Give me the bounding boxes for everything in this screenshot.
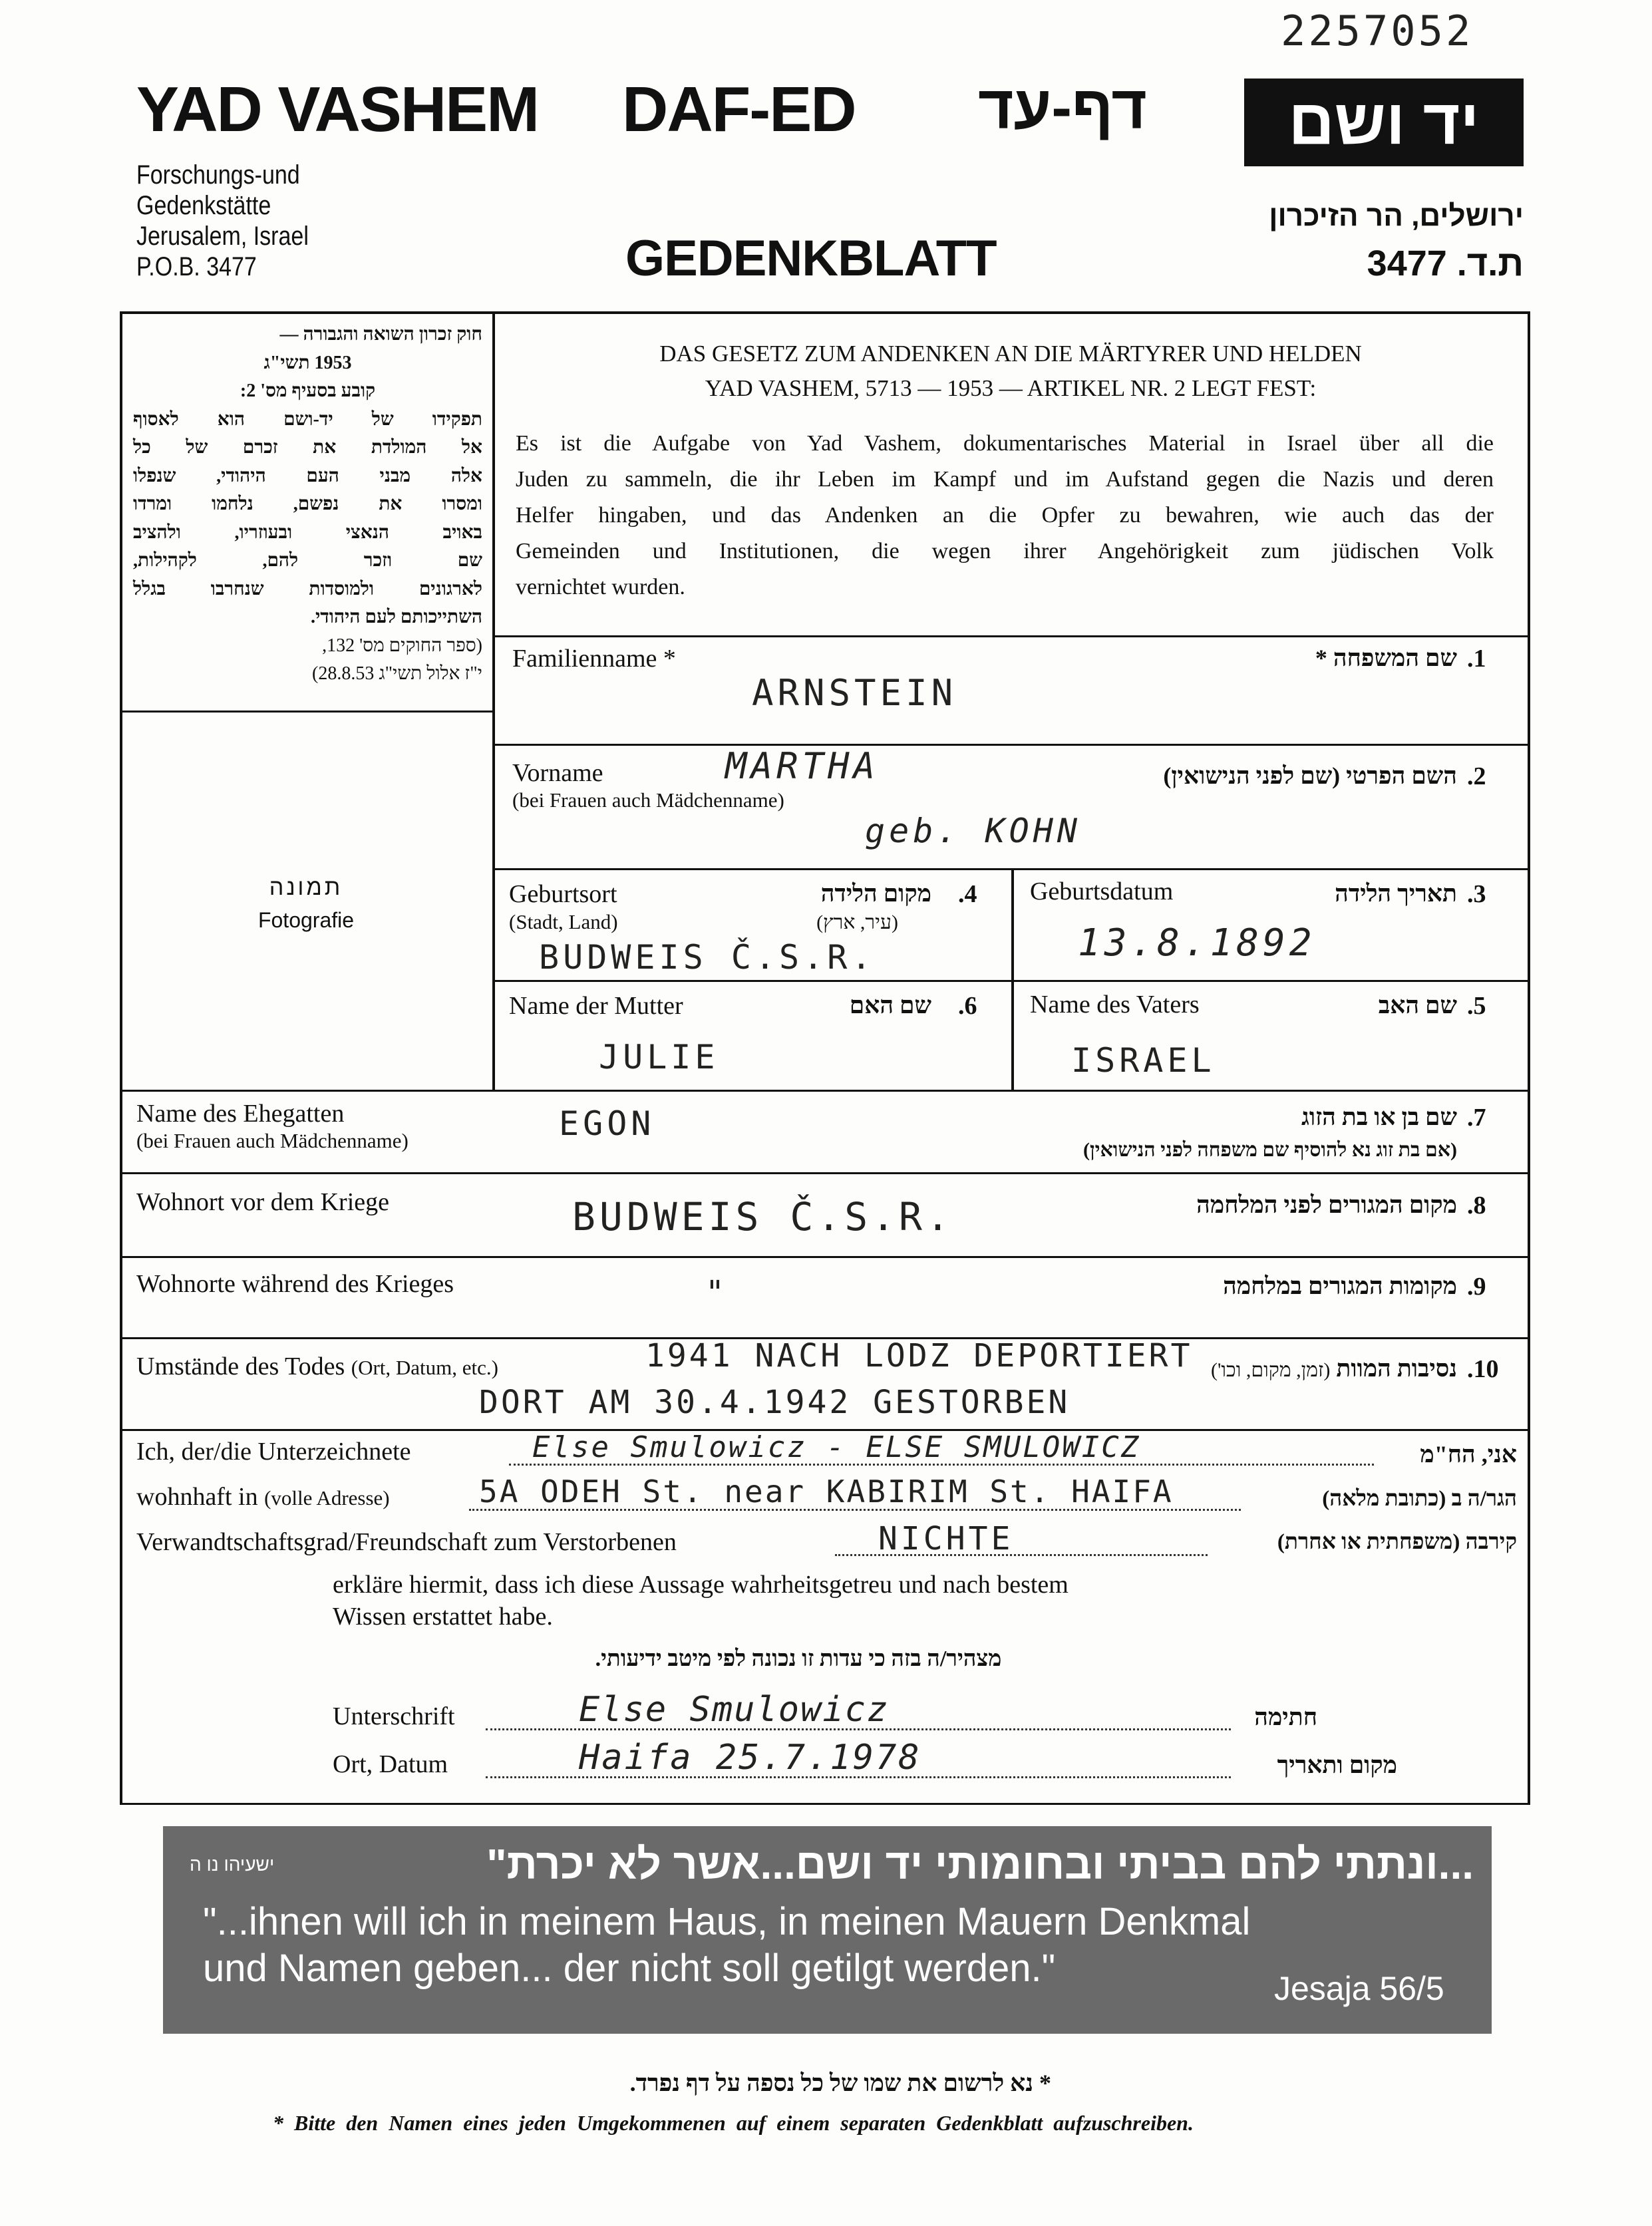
address-line: Jerusalem, Israel <box>136 222 309 251</box>
law-line: אל המולדת את זכרם של כל <box>133 437 482 458</box>
surname-label: Familienname * <box>512 645 676 673</box>
field-number: .2 <box>1467 762 1486 790</box>
law-line: באויב הנאצי ובעוזריו, ולהציב <box>133 522 482 543</box>
law-line: השתייכותם לעם היהודי. <box>310 607 482 627</box>
law-column-divider <box>492 311 495 1090</box>
birthplace-sublabel: (Stadt, Land) <box>509 910 618 933</box>
hebrew-address: ירושלים, הר הזיכרון <box>1269 200 1524 232</box>
death-circumstances-value-continued: DORT AM 30.4.1942 GESTORBEN <box>479 1384 1071 1421</box>
spouse-name-label: Name des Ehegatten <box>136 1100 345 1128</box>
mother-name-label-hebrew: שם האם <box>849 992 931 1019</box>
field-number: .8 <box>1467 1192 1486 1219</box>
declarant-address-value: 5A ODEH St. near KABIRIM St. HAIFA <box>479 1474 1174 1510</box>
field-number: .1 <box>1467 645 1486 673</box>
birthplace-value: BUDWEIS Č.S.R. <box>539 938 876 977</box>
father-name-label-hebrew: שם האב <box>1378 992 1457 1019</box>
death-circumstances-label-text: Umstände des Todes <box>136 1352 345 1380</box>
declarant-name-label-hebrew: אני, הח"מ <box>1420 1441 1517 1468</box>
field-number: .9 <box>1467 1273 1486 1301</box>
declarant-address-label <box>136 1482 390 1511</box>
place-date-label-hebrew: מקום ותאריך <box>1277 1752 1397 1778</box>
spouse-name-label-hebrew: שם בן או בת הזוג <box>1301 1104 1457 1130</box>
prewar-residence-value: BUDWEIS Č.S.R. <box>572 1194 953 1239</box>
banner-hebrew-quote: ...ונתתי להם בביתי ובחומותי יד ושם...אשר לא יכרת" <box>486 1840 1474 1888</box>
signature-value: Else Smulowicz <box>579 1690 890 1730</box>
declarant-name-label: Ich, der/die Unterzeichnete <box>136 1438 411 1466</box>
death-circumstances-label <box>136 1352 498 1381</box>
first-name-value: MARTHA <box>725 745 880 787</box>
yad-vashem-hebrew-logo: יד ושם <box>1244 79 1524 166</box>
law-box-bottom <box>120 711 494 713</box>
death-circumstances-label-hebrew <box>1184 1354 1457 1382</box>
declaration-line-1: erkläre hiermit, dass ich diese Aussage wahrheitsgetreu und nach bestem <box>333 1571 1069 1599</box>
address-line: P.O.B. 3477 <box>136 252 257 281</box>
hebrew-daf-ed: דף-עד <box>978 74 1147 142</box>
address-line: Gedenkstätte <box>136 191 271 220</box>
banner-german-quote-1: "...ihnen will ich in meinem Haus, in meinen Mauern Denkmal <box>203 1900 1251 1943</box>
spouse-name-value: EGON <box>559 1104 655 1143</box>
quote-banner <box>163 1826 1492 2034</box>
footer-german-note: * Bitte den Namen eines jeden Umgekommenen auf einem separaten Gedenkblatt aufzuschreiben. <box>273 2111 1194 2135</box>
banner-hebrew-reference: ישעיהו נו ה <box>190 1854 275 1875</box>
photo-label-german: Fotografie <box>257 908 355 932</box>
law-paragraph-line: vernichtet wurden. <box>516 575 685 599</box>
mother-name-label: Name der Mutter <box>509 992 683 1020</box>
prewar-residence-label-hebrew: מקום המגורים לפני המלחמה <box>1196 1192 1457 1218</box>
document-number: 2257052 <box>1281 7 1474 55</box>
mother-name-value: JULIE <box>599 1038 719 1076</box>
declaration-hebrew: מצהיר/ה בזה כי עדות זו נכונה לפי מיטב ידיעותי. <box>595 1647 1002 1671</box>
field-number: .10 <box>1467 1355 1499 1383</box>
field-number: .3 <box>1467 880 1486 908</box>
first-name-label-hebrew: השם הפרטי (שם לפני הנישואין) <box>1163 762 1457 789</box>
declaration-line-2: Wissen erstattet habe. <box>333 1603 553 1631</box>
spouse-name-sublabel: (bei Frauen auch Mädchenname) <box>136 1129 409 1152</box>
law-line: ומסרו את נפשם, נלחמו ומרדו <box>133 494 482 514</box>
field-divider <box>120 1172 1530 1174</box>
birthplace-label-hebrew: מקום הלידה <box>820 880 931 907</box>
law-paragraph-line: Es ist die Aufgabe von Yad Vashem, dokumentarisches Material in Israel über all die <box>516 431 1494 456</box>
spouse-name-sublabel-hebrew: (אם בת זוג נא להוסיף שם משפחה לפני הנישואין) <box>1083 1139 1457 1161</box>
father-name-value: ISRAEL <box>1071 1041 1216 1080</box>
footer-hebrew-note: * נא לרשום את שמו של כל נספה על דף נפרד. <box>629 2070 1051 2096</box>
form-bottom-border <box>120 1803 1530 1805</box>
declarant-address-label-hebrew: הגר/ה ב (כתובת מלאה) <box>1322 1487 1517 1511</box>
law-line: אלה מבני העם היהודי, שנפלו <box>133 465 482 486</box>
maiden-name-value: geb. KOHN <box>865 812 1081 850</box>
field-number: .7 <box>1467 1104 1486 1132</box>
death-circumstances-sublabel-hebrew: (זמן, מקום, וכו') <box>1210 1359 1331 1381</box>
prewar-residence-label: Wohnort vor dem Kriege <box>136 1188 389 1216</box>
form-right-border <box>1528 311 1530 1805</box>
surname-label-hebrew: שם המשפחה * <box>1315 645 1457 671</box>
birthplace-sublabel-hebrew: (עיר, ארץ) <box>816 911 898 933</box>
wartime-residence-label-hebrew: מקומות המגורים במלחמה <box>1223 1273 1457 1299</box>
relationship-value: NICHTE <box>878 1520 1014 1557</box>
gedenkblatt-title: GEDENKBLATT <box>625 230 997 287</box>
declarant-address-label-text: wohnhaft in <box>136 1483 258 1511</box>
declarant-address-sublabel: (volle Adresse) <box>264 1486 390 1510</box>
law-line: י"ז אלול תשי"ג 28.8.53) <box>312 663 482 684</box>
field-divider <box>120 1090 1530 1092</box>
law-line: קובע בסעיף מס' 2: <box>240 381 376 401</box>
death-circumstances-sublabel: (Ort, Datum, etc.) <box>351 1356 498 1379</box>
law-text-divider <box>492 635 1529 637</box>
place-date-value: Haifa 25.7.1978 <box>579 1738 921 1778</box>
signature-label-hebrew: חתימה <box>1254 1704 1317 1730</box>
law-paragraph-line: Helfer hingaben, und das Andenken an die Opfer zu bewahren, wie auch das der <box>516 503 1494 528</box>
declarant-name-value: Else Smulowicz - ELSE SMULOWICZ <box>532 1430 1141 1464</box>
birthdate-label-hebrew: תאריך הלידה <box>1335 880 1457 907</box>
banner-reference: Jesaja 56/5 <box>1274 1970 1444 2007</box>
photo-label-hebrew: תמונה <box>269 875 343 900</box>
law-line: 1953 תשי"ג <box>263 352 352 373</box>
law-line: לארגונים ולמוסדות שנחרבו בגלל <box>133 578 482 599</box>
death-circumstances-label-hebrew-text: נסיבות המוות <box>1336 1355 1457 1382</box>
german-law-text <box>516 426 1494 605</box>
birthdate-value: 13.8.1892 <box>1078 921 1316 965</box>
place-date-label: Ort, Datum <box>333 1750 448 1778</box>
german-law-heading-2: YAD VASHEM, 5713 — 1953 — ARTIKEL NR. 2 LEGT FEST: <box>705 375 1317 401</box>
field-divider <box>492 980 1529 982</box>
law-paragraph-line: Gemeinden und Institutionen, die wegen ihrer Angehörigkeit zum jüdischen Volk <box>516 539 1494 563</box>
birthplace-label: Geburtsort <box>509 880 617 908</box>
field-divider <box>492 868 1529 870</box>
field-number: .6 <box>958 992 977 1020</box>
address-line: Forschungs-und <box>136 160 300 190</box>
field-number: .5 <box>1467 992 1486 1020</box>
signature-label: Unterschrift <box>333 1702 455 1730</box>
institution-address <box>136 160 309 282</box>
law-line: תפקידו של יד-ושם הוא לאסוף <box>133 408 482 430</box>
field-divider <box>492 744 1529 746</box>
law-paragraph-line: Juden zu sammeln, die ihr Leben im Kampf und im Aufstand gegen die Nazis und deren <box>516 467 1494 492</box>
first-name-sublabel: (bei Frauen auch Mädchenname) <box>512 788 784 812</box>
death-circumstances-value: 1941 NACH LODZ DEPORTIERT <box>645 1337 1193 1374</box>
field-divider <box>120 1256 1530 1258</box>
banner-german-quote-2: und Namen geben... der nicht soll getilgt werden." <box>203 1947 1056 1990</box>
father-name-label: Name des Vaters <box>1030 991 1200 1019</box>
relationship-label: Verwandtschaftsgrad/Freundschaft zum Verstorbenen <box>136 1528 677 1556</box>
law-line: (ספר החוקים מס' 132, <box>322 635 482 656</box>
form-top-border <box>120 311 1530 314</box>
daf-ed-title: DAF-ED <box>622 74 856 145</box>
surname-value: ARNSTEIN <box>752 672 957 714</box>
column-divider <box>1011 868 1014 1090</box>
first-name-label: Vorname <box>512 759 603 787</box>
field-number: .4 <box>958 880 977 908</box>
german-law-heading-1: DAS GESETZ ZUM ANDENKEN AN DIE MÄRTYRER UND HELDEN <box>659 341 1362 367</box>
form-left-border <box>120 311 122 1805</box>
law-line: חוק זכרון השואה והגבורה — <box>279 324 482 345</box>
law-line: שם וזכר להם, לקהילות, <box>133 550 482 571</box>
relationship-label-hebrew: קירבה (משפחתית או אחרת) <box>1277 1530 1517 1554</box>
birthdate-label: Geburtsdatum <box>1030 877 1174 905</box>
hebrew-pob: ת.ד. 3477 <box>1367 243 1524 283</box>
wartime-residence-label: Wohnorte während des Krieges <box>136 1270 454 1298</box>
hebrew-law-text <box>133 321 482 689</box>
yad-vashem-title: YAD VASHEM <box>136 74 539 145</box>
wartime-residence-value: " <box>705 1274 729 1311</box>
